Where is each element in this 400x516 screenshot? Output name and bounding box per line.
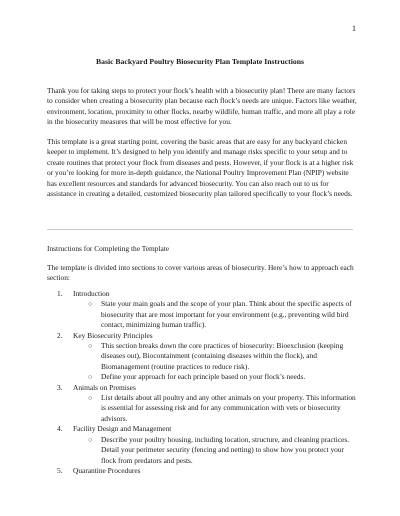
list-item-number: 2. (57, 330, 63, 340)
list-item-number: 4. (57, 424, 63, 434)
hollow-circle-bullet-icon: ○ (88, 394, 93, 403)
sub-bullet-text: State your main goals and the scope of your plan. Think about the specific aspects of biosecurity that are most important for your environment (e.g., preventing wild bird contact, minimizing human traffic). (101, 299, 352, 330)
sub-bullet (73, 393, 357, 424)
list-item-title: Key Biosecurity Principles (73, 330, 153, 340)
intro-paragraph: This template is a great starting point, covering the basic areas that are easy for any backyard chicken keeper to implement. It’s designed to help you identify and manage risks specific to your setup and to create routines that protect your flock from diseases and pests. However, if your flock is at a higher risk or you’re looking for more in-depth guidance, the National Poultry Improvement Plan (NPIP) website has excellent resources and standards for advanced biosecurity. You can also reach out to us for assistance in creating a detailed, customized biosecurity plan tailored specifically to your flock’s needs. (47, 137, 354, 199)
list-item-key-principles (47, 331, 357, 383)
sub-bullet-text: Describe your poultry housing, including location, structure, and cleaning practices. Detail your perimeter security (fencing and netting) to show how you protect your flock from predators and pests. (101, 434, 350, 465)
hollow-circle-bullet-icon: ○ (88, 342, 93, 351)
list-item-introduction (47, 289, 357, 331)
hollow-circle-bullet-icon: ○ (88, 435, 93, 444)
document-title: Basic Backyard Poultry Biosecurity Plan Template Instructions (96, 57, 304, 66)
hollow-circle-bullet-icon: ○ (88, 373, 93, 382)
list-item-title: Animals on Premises (73, 382, 136, 392)
sub-bullet-text: This section breaks down the core practices of biosecurity: Bioexclusion (keeping diseases out), Biocontainment (containing diseases within the flock), and Biomanagement (routine practices to reduce risk). (101, 341, 344, 371)
instructions-intro: The template is divided into sections to cover various areas of biosecurity. Here’s how to approach each section: (47, 263, 354, 283)
instructions-list (47, 289, 357, 476)
sub-bullet-text: List details about all poultry and any other animals on your property. This information is essential for assessing risk and for any communication with vets or biosecurity advisors. (101, 393, 356, 423)
list-item-title: Introduction (73, 289, 110, 298)
instructions-heading: Instructions for Completing the Template (47, 244, 170, 253)
list-item-number: 3. (57, 382, 63, 392)
sub-bullet (73, 341, 357, 372)
list-item-number: 1. (57, 289, 63, 298)
list-item-animals (47, 383, 357, 425)
sub-bullet (73, 435, 357, 466)
list-item-facility (47, 424, 357, 466)
sub-bullet-text: Define your approach for each principle based on your flock’s needs. (101, 372, 306, 382)
sub-bullet (73, 299, 357, 330)
list-item-number: 5. (57, 465, 63, 475)
sub-bullet (73, 372, 357, 382)
list-item-quarantine (47, 466, 357, 476)
list-item-title: Quarantine Procedures (73, 465, 141, 475)
section-divider (47, 229, 353, 230)
intro-paragraph: Thank you for taking steps to protect your flock’s health with a biosecurity plan! There are many factors to consider when creating a biosecurity plan because each flock’s needs are unique. Factors like weather, environment, location, proximity to other flocks, nearby wildlife, human traffic, and more all play a role in the biosecurity measures that will be most effective for you. (47, 86, 357, 127)
hollow-circle-bullet-icon: ○ (88, 300, 93, 309)
list-item-title: Facility Design and Management (73, 424, 172, 434)
page-number: 1 (352, 24, 356, 33)
